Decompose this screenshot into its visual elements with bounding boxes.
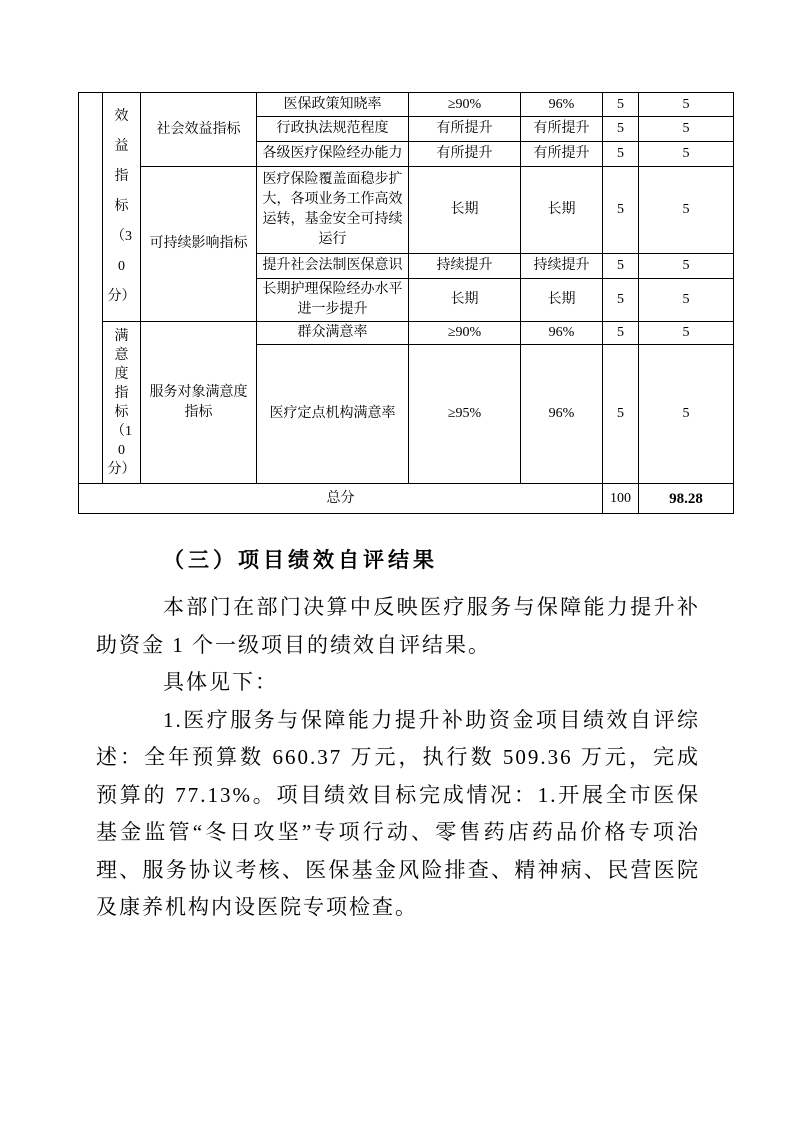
weight-cell: 5 [603,279,639,322]
actual-cell: 长期 [521,167,603,254]
actual-cell: 长期 [521,279,603,322]
weight-cell: 5 [603,254,639,279]
paragraph-self-evaluation-summary: 本部门在部门决算中反映医疗服务与保障能力提升补助资金 1 个一级项目的绩效自评结果。 [96,595,700,657]
subcategory-social-benefit: 社会效益指标 [141,93,257,167]
target-cell: 长期 [409,279,521,322]
total-weight-cell: 100 [603,484,639,514]
paragraph-project-detail: 1.医疗服务与保障能力提升补助资金项目绩效自评综述：全年预算数 660.37 万元，执行数 509.36 万元，完成预算的 77.13%。项目绩效目标完成情况：1.开展全市医保基金监管“冬日攻坚”专项行动、零售药店药品价格专项治理、服务协议考核、医保基金风险排查、精神病、民营医院及康养机构内设医院专项检查。 [96,707,700,919]
target-cell: ≥90% [409,322,521,345]
score-cell: 5 [639,117,734,142]
body-text-block [96,541,700,927]
target-cell: 持续提升 [409,254,521,279]
paragraph-see-below: 具体见下： [163,670,278,694]
subcategory-sustainable-impact: 可持续影响指标 [141,167,257,322]
indicator-cell: 各级医疗保险经办能力 [257,142,409,167]
actual-cell: 有所提升 [521,117,603,142]
weight-cell: 5 [603,322,639,345]
continuation-cell [79,93,103,484]
indicator-cell: 医保政策知晓率 [257,93,409,117]
total-row [79,484,734,514]
target-cell: 长期 [409,167,521,254]
target-cell: 有所提升 [409,117,521,142]
target-cell: ≥90% [409,93,521,117]
score-cell: 5 [639,254,734,279]
table-row [79,322,734,345]
category-label: 效 益 指 标 （3 0 分） [107,109,136,304]
target-cell: 有所提升 [409,142,521,167]
table-row [79,167,734,254]
indicator-cell: 长期护理保险经办水平进一步提升 [257,279,409,322]
actual-cell: 96% [521,322,603,345]
score-cell: 5 [639,167,734,254]
actual-cell: 有所提升 [521,142,603,167]
actual-cell: 96% [521,345,603,484]
total-score-cell: 98.28 [639,484,734,514]
category-label: 满 意 度 指 标 （1 0 分） [107,328,136,477]
subcategory-service-satisfaction: 服务对象满意度指标 [141,322,257,484]
weight-cell: 5 [603,93,639,117]
weight-cell: 5 [603,117,639,142]
category-satisfaction-indicators [103,322,141,484]
category-benefit-indicators [103,93,141,322]
indicator-cell: 行政执法规范程度 [257,117,409,142]
score-cell: 5 [639,322,734,345]
section-heading: （三）项目绩效自评结果 [163,548,438,572]
indicator-cell: 群众满意率 [257,322,409,345]
weight-cell: 5 [603,167,639,254]
score-cell: 5 [639,345,734,484]
score-cell: 5 [639,279,734,322]
indicator-cell: 医疗保险覆盖面稳步扩大，各项业务工作高效运转，基金安全可持续运行 [257,167,409,254]
weight-cell: 5 [603,345,639,484]
indicator-cell: 提升社会法制医保意识 [257,254,409,279]
performance-score-table [78,92,734,514]
target-cell: ≥95% [409,345,521,484]
actual-cell: 持续提升 [521,254,603,279]
actual-cell: 96% [521,93,603,117]
indicator-cell: 医疗定点机构满意率 [257,345,409,484]
score-cell: 5 [639,142,734,167]
score-cell: 5 [639,93,734,117]
weight-cell: 5 [603,142,639,167]
total-label-cell: 总分 [79,484,603,514]
table-row [79,93,734,117]
